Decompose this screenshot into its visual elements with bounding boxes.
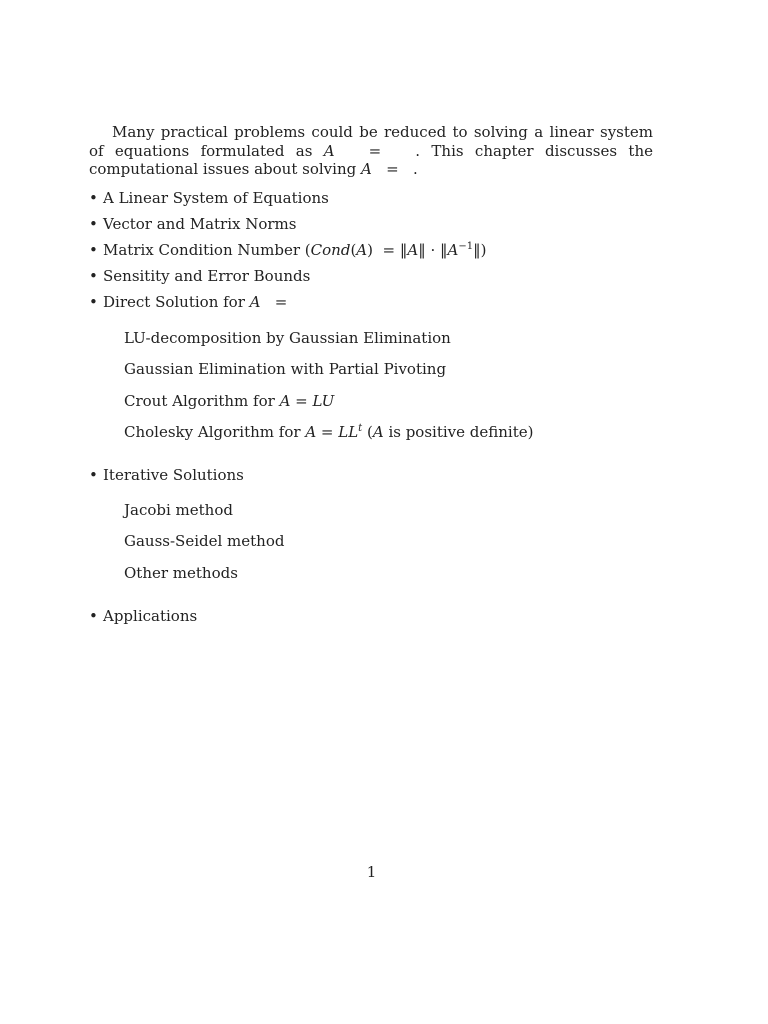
outline-item-label: Applications	[103, 607, 198, 625]
outline-item-iterative	[89, 466, 244, 484]
intro-paragraph	[89, 123, 653, 179]
bullet-icon: •	[89, 267, 98, 285]
norm-a-inverse: A	[447, 241, 459, 259]
cond-equals: = ‖	[373, 241, 408, 259]
norm-close: ‖)	[473, 241, 487, 259]
transpose-superscript: t	[358, 423, 363, 434]
outline-item-label: Iterative Solutions	[103, 466, 244, 484]
cond-open-paren: (	[350, 241, 357, 259]
cholesky-symbol-a: A	[372, 423, 384, 441]
norm-dot: ‖ · ‖	[418, 241, 448, 259]
bullet-icon: •	[89, 189, 98, 207]
cond-argument: A	[356, 241, 368, 259]
sub-item-jacobi: Jacobi method	[124, 501, 233, 519]
direct-equals: =	[260, 293, 288, 311]
intro-symbol-a-1: A	[323, 141, 335, 160]
intro-symbol-a-2: A	[360, 160, 372, 178]
outline-item-label: A Linear System of Equations	[103, 189, 329, 207]
cholesky-note: is positive definite)	[383, 423, 534, 441]
bullet-icon: •	[89, 466, 98, 484]
outline-item-linear-system	[89, 189, 329, 207]
crout-formula: A = LU	[279, 392, 335, 410]
cond-close-paren: )	[367, 241, 373, 259]
outline-item-label: Matrix Condition Number (	[103, 241, 311, 259]
outline-item-label: Vector and Matrix Norms	[103, 215, 297, 233]
cholesky-label: Cholesky Algorithm for	[124, 423, 306, 441]
sub-item-other-methods: Other methods	[124, 564, 238, 582]
outline-item-condition-number	[89, 241, 486, 259]
sub-item-cholesky	[124, 423, 533, 441]
sub-item-partial-pivoting: Gaussian Elimination with Partial Pivoting	[124, 360, 447, 378]
sub-item-lu-decomposition: LU-decomposition by Gaussian Elimination	[124, 329, 451, 347]
cholesky-paren-open: (	[362, 423, 373, 441]
outline-item-label: Direct Solution for	[103, 293, 250, 311]
intro-text-2: . This chapter discusses the computational issues about solving	[89, 141, 653, 178]
intro-text-3: .	[413, 160, 418, 178]
intro-text-1: Many practical problems could be reduced to solving a linear system of equations formulated as	[89, 123, 653, 160]
sub-item-gauss-seidel: Gauss-Seidel method	[124, 532, 285, 550]
page-number: 1	[366, 863, 377, 881]
intro-gap-2: =	[371, 160, 414, 178]
outline-item-applications	[89, 607, 197, 625]
bullet-icon: •	[89, 215, 98, 233]
crout-label: Crout Algorithm for	[124, 392, 280, 410]
cond-function: Cond	[310, 241, 351, 259]
intro-gap-1: =	[334, 141, 416, 160]
outline-item-sensitivity	[89, 267, 310, 285]
outline-item-norms	[89, 215, 296, 233]
direct-symbol-a: A	[249, 293, 261, 311]
bullet-icon: •	[89, 293, 98, 311]
norm-a: A	[407, 241, 419, 259]
cholesky-formula: A = LL	[305, 423, 359, 441]
bullet-icon: •	[89, 241, 98, 259]
bullet-icon: •	[89, 607, 98, 625]
inverse-superscript: −1	[458, 241, 474, 252]
outline-item-label: Sensitity and Error Bounds	[103, 267, 311, 285]
outline-item-direct-solution	[89, 293, 287, 311]
sub-item-crout	[124, 392, 334, 410]
